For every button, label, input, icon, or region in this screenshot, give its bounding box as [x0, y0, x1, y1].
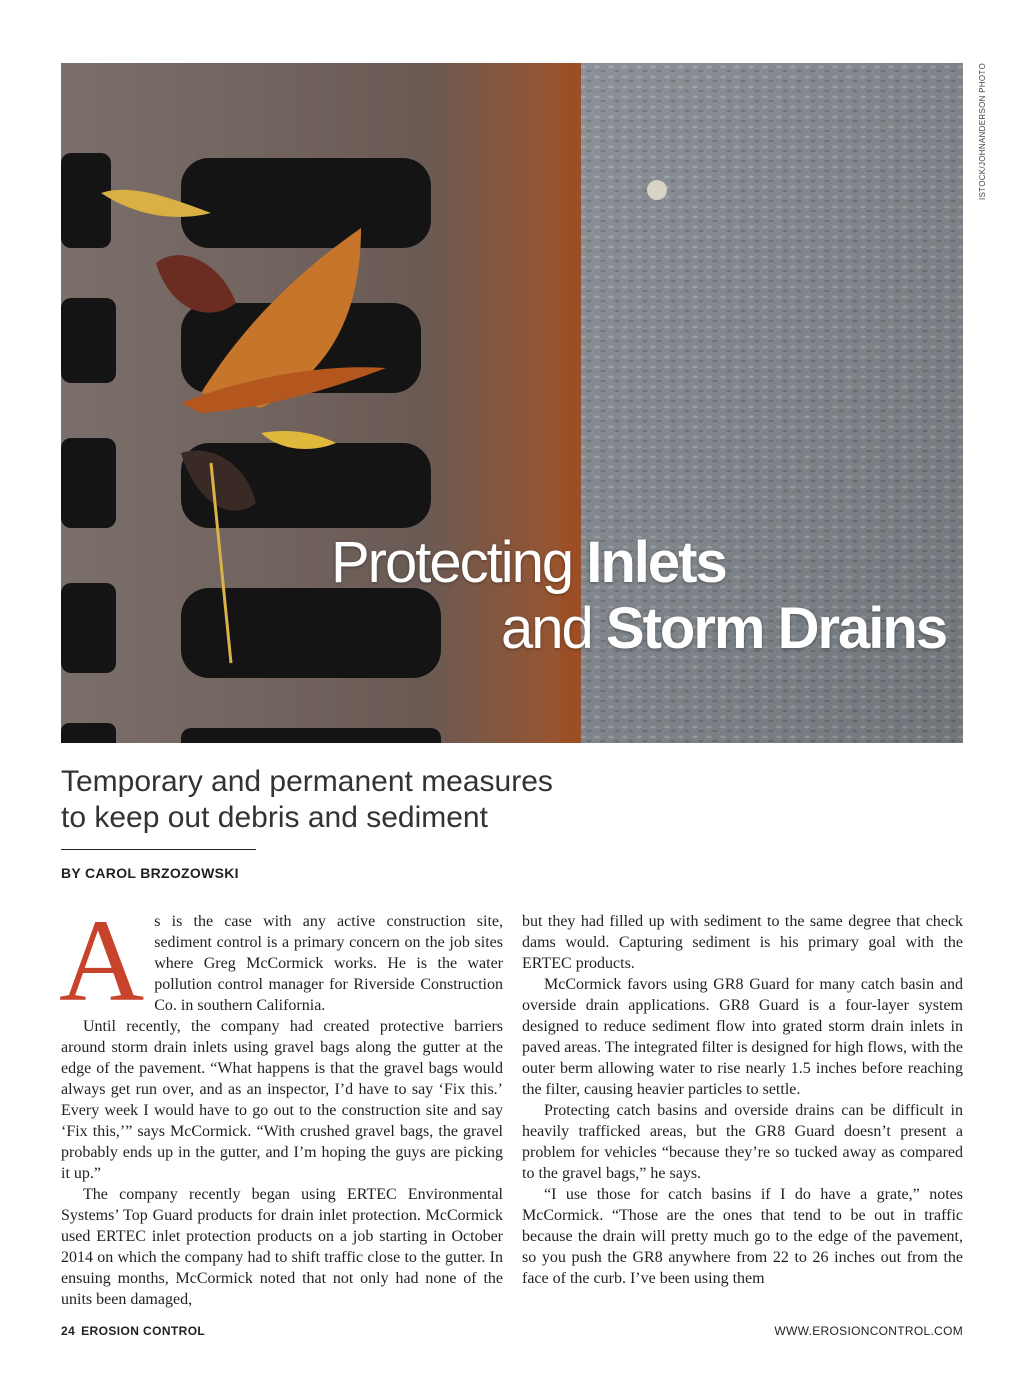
subtitle-line1: Temporary and permanent measures: [61, 765, 553, 798]
article-subtitle: [61, 764, 621, 836]
subtitle-line2: to keep out debris and sediment: [61, 801, 488, 834]
page-number: 24: [61, 1324, 76, 1338]
paragraph: “I use those for catch basins if I do have a grate,” notes McCormick. “Those are the ones that tend to be out in traffic because the drain will pretty much go to the edge of the pavement, so you push the GR8 anywhere from 22 to 26 inches out from the face of the curb. I’ve been using them: [522, 1186, 963, 1287]
paragraph: [59, 895, 503, 1026]
paragraph: Until recently, the company had created protective barriers around storm drain inlets using gravel bags along the gutter at the edge of the pavement. “What happens is that the gravel bags would always get run over, and as an inspector, I’d have to say ‘Fix this.’ Every week I would have to go out to the construction site and say ‘Fix this,’” says McCormick. “With crushed gravel bags, the gravel probably ends up in the gutter, and I’m hoping the guys are picking it up.”: [61, 1018, 503, 1182]
photo-credit: ISTOCK/JOHNANDERSON PHOTO: [978, 63, 987, 200]
byline: BY CAROL BRZOZOWSKI: [61, 865, 239, 881]
title-light-text: Protecting: [331, 530, 587, 595]
subtitle-divider: [61, 849, 256, 850]
paragraph: The company recently began using ERTEC Environmental Systems’ Top Guard products for drain inlet protection. McCormick used ERTEC inlet protection products on a job starting in October 2014 on which the company had to shift traffic close to the gutter. In ensuing months, McCormick noted that not only had none of the units been damaged,: [61, 1186, 503, 1308]
hero-photo: [61, 63, 963, 743]
title-bold-text: Inlets: [586, 530, 726, 595]
paragraph: McCormick favors using GR8 Guard for many catch basin and overside drain applications. GR8 Guard is a four-layer system designed to reduce sediment flow into grated storm drain inlets in paved areas. The integrated filter is designed for high flows, with the outer berm allowing water to rise nearly 1.5 inches before reaching the filter, causing heavier particles to settle.: [522, 976, 963, 1098]
article-column-left: [59, 895, 503, 1310]
dropcap: A: [59, 895, 145, 1026]
paragraph-text: s is the case with any active construction site, sediment control is a primary concern on the job sites where Greg McCormick works. He is the water pollution control manager for Riverside Construction Co. in southern California.: [154, 913, 503, 1014]
article-title-line1: [331, 530, 726, 595]
footer-folio: [61, 1324, 211, 1338]
publication-name: EROSION CONTROL: [81, 1324, 206, 1338]
footer-url: WWW.EROSIONCONTROL.COM: [774, 1324, 963, 1338]
article-column-right: [522, 911, 963, 1289]
article-title-line2: [501, 596, 947, 661]
paragraph: but they had filled up with sediment to the same degree that check dams would. Capturing sediment is his primary goal with the ERTEC products.: [522, 913, 963, 972]
title-light-text: and: [501, 596, 606, 661]
title-bold-text: Storm Drains: [605, 596, 947, 661]
paragraph: Protecting catch basins and overside drains can be difficult in heavily trafficked areas, but the GR8 Guard doesn’t present a problem for vehicles “because they’re so tucked away as compared to the gravel bags,” he says.: [522, 1102, 963, 1182]
